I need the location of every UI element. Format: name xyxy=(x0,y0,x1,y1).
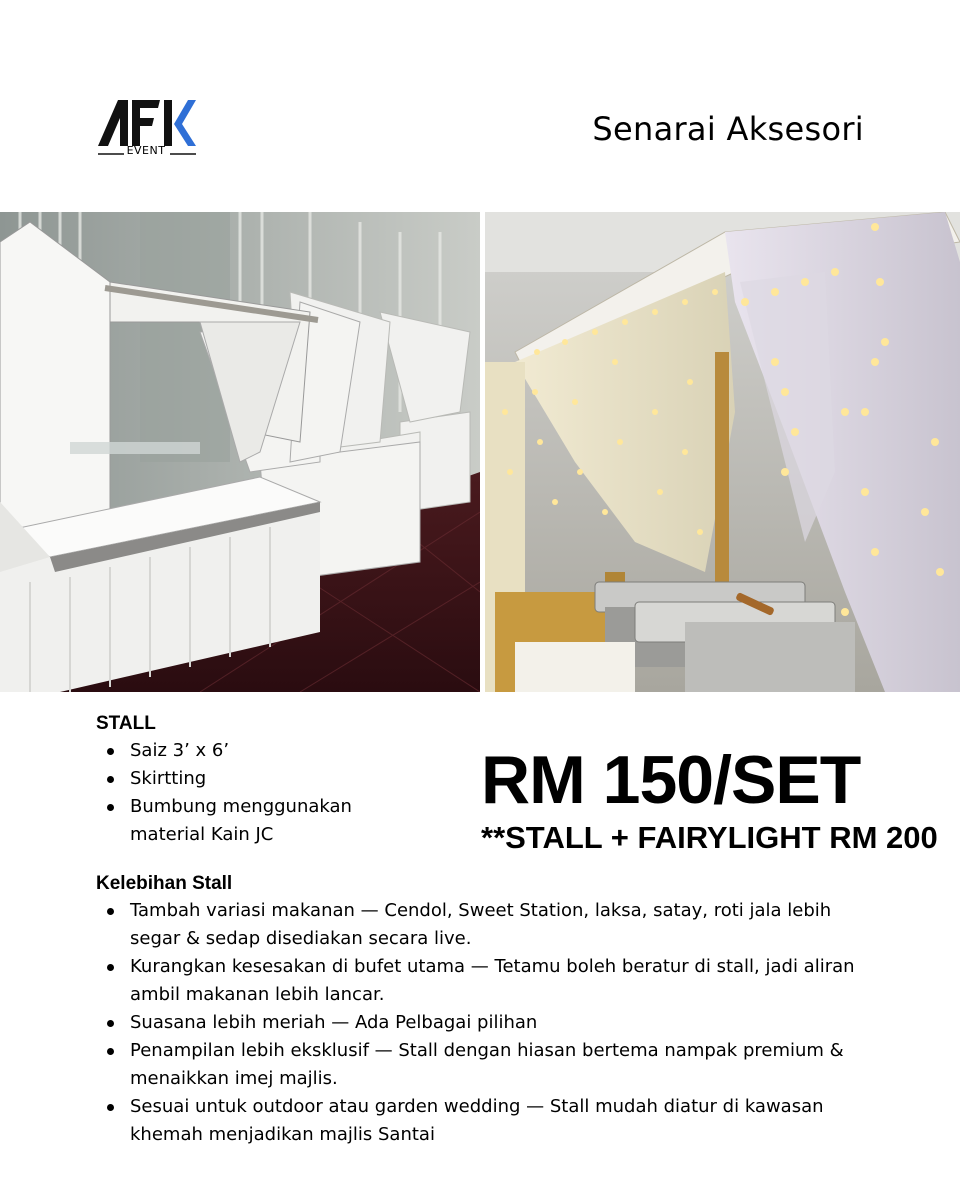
advantages-heading: Kelebihan Stall xyxy=(96,873,233,894)
combo-price-label: **STALL + FAIRYLIGHT RM 200 xyxy=(481,820,938,855)
stall-row-photo xyxy=(0,212,480,692)
list-item: Saiz 3’ x 6’ xyxy=(96,737,426,765)
stall-fairylight-photo xyxy=(485,212,960,692)
list-item: Kurangkan kesesakan di bufet utama — Tetamu boleh beratur di stall, jadi aliran ambil makanan lebih lancar. xyxy=(96,953,876,1009)
stall-specs xyxy=(96,711,426,849)
price-label: RM 150/SET xyxy=(481,742,861,818)
advantages-section xyxy=(96,871,876,1149)
stall-heading: STALL xyxy=(96,713,156,734)
page-title: Senarai Aksesori xyxy=(592,110,864,148)
advantages-list xyxy=(96,897,876,1149)
list-item: Suasana lebih meriah — Ada Pelbagai pilihan xyxy=(96,1009,876,1037)
list-item: Tambah variasi makanan — Cendol, Sweet Station, laksa, satay, roti jala lebih segar & sedap disediakan secara live. xyxy=(96,897,876,953)
logo-subtext: EVENT xyxy=(126,144,166,157)
brand-logo xyxy=(96,96,200,166)
list-item: Bumbung menggunakan material Kain JC xyxy=(96,793,426,849)
list-item: Sesuai untuk outdoor atau garden wedding — Stall mudah diatur di kawasan khemah menjadikan majlis Santai xyxy=(96,1093,876,1149)
stall-spec-list xyxy=(96,737,426,849)
list-item: Skirtting xyxy=(96,765,426,793)
list-item: Penampilan lebih eksklusif — Stall dengan hiasan bertema nampak premium & menaikkan imej majlis. xyxy=(96,1037,876,1093)
